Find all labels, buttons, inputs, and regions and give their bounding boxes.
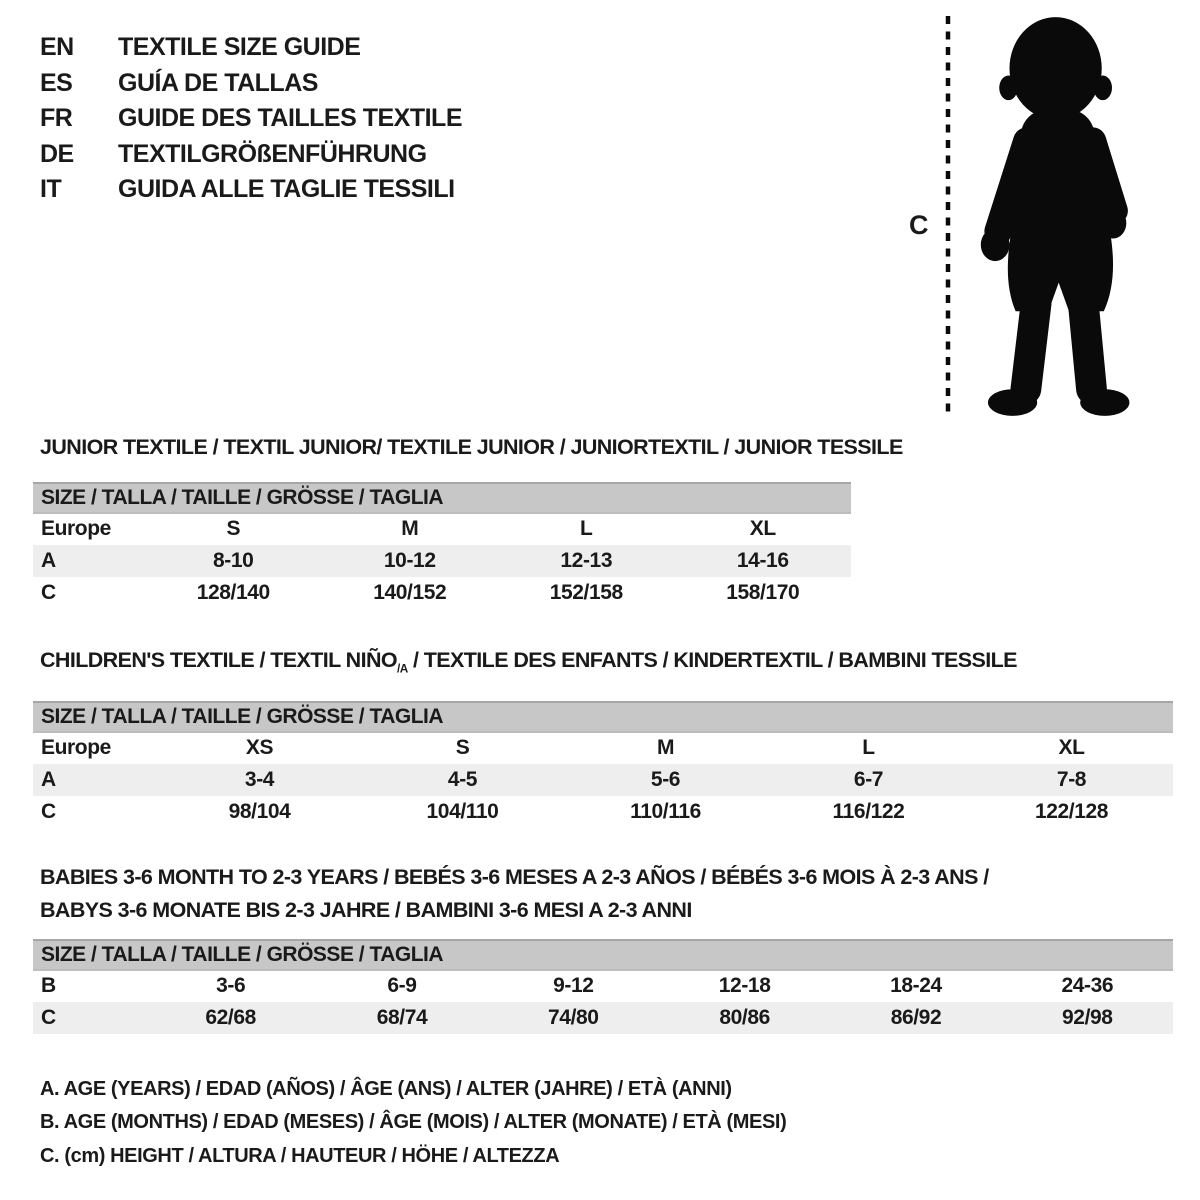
lang-title: TEXTILE SIZE GUIDE <box>118 33 361 61</box>
size-value-cell: L <box>580 517 593 540</box>
lang-code: IT <box>40 175 62 203</box>
size-value-cell: 5-6 <box>650 767 681 791</box>
size-value-cell: 68/74 <box>376 1005 428 1029</box>
size-value-cell: 4-5 <box>447 767 478 791</box>
lang-title: GUIDA ALLE TAGLIE TESSILI <box>118 175 455 203</box>
size-value-cell: L <box>862 736 875 760</box>
size-value-cell: 9-12 <box>553 974 594 998</box>
size-tables <box>0 434 1200 1034</box>
table-row-age <box>33 545 851 577</box>
section-title-children <box>33 647 1200 681</box>
size-value-cell: 14-16 <box>736 548 789 572</box>
children-size-table <box>33 701 1173 828</box>
size-value-cell: 104/110 <box>426 799 499 823</box>
size-value-cell: 62/68 <box>205 1005 256 1029</box>
size-value-cell: 74/80 <box>548 1005 599 1029</box>
table-row-age <box>33 764 1173 796</box>
section-children <box>33 647 1200 828</box>
table-row-height <box>33 577 851 609</box>
size-value-cell: 7-8 <box>1056 767 1087 791</box>
section-title-babies-line2: BABYS 3-6 MONATE BIS 2-3 JAHRE / BAMBINI 3-6 MESI A 2-3 ANNI <box>40 897 692 922</box>
section-title-babies-line1: BABIES 3-6 MONTH TO 2-3 YEARS / BEBÉS 3-6 MESES A 2-3 AÑOS / BÉBÉS 3-6 MOIS À 2-3 ANS / <box>40 864 989 889</box>
lang-title: TEXTILGRÖßENFÜHRUNG <box>118 139 427 168</box>
table-header-size: SIZE / TALLA / TAILLE / GRÖSSE / TAGLIA <box>33 940 1173 970</box>
size-value-cell: M <box>656 736 675 760</box>
title-subscript: /A <box>397 660 408 675</box>
size-value-cell: 24-36 <box>1061 974 1114 998</box>
legend-line-c: C. (cm) HEIGHT / ALTURA / HAUTEUR / HÖHE / ALTEZZA <box>40 1144 560 1167</box>
size-value-cell: 158/170 <box>726 580 800 604</box>
size-value-cell: S <box>226 517 241 540</box>
height-measure-line <box>945 16 951 416</box>
baby-silhouette-icon <box>961 12 1141 422</box>
size-value-cell: XL <box>1058 736 1085 760</box>
table-header-row <box>33 940 1173 970</box>
size-value-cell: 140/152 <box>373 580 447 604</box>
table-row-europe <box>33 513 851 545</box>
title-post: / TEXTILE DES ENFANTS / KINDERTEXTIL / BAMBINI TESSILE <box>407 647 1017 672</box>
lang-code: EN <box>40 33 74 61</box>
row-label-cell: Europe <box>41 517 111 540</box>
section-babies <box>33 864 1200 1034</box>
row-label-cell: A <box>41 767 56 791</box>
size-value-cell: M <box>401 517 419 540</box>
size-value-cell: 10-12 <box>383 548 436 572</box>
row-label-cell: Europe <box>41 736 111 760</box>
table-row-europe <box>33 732 1173 764</box>
legend <box>0 1034 1200 1174</box>
size-value-cell: 3-4 <box>244 767 275 791</box>
row-label-cell: B <box>41 974 56 998</box>
size-value-cell: 18-24 <box>890 974 942 998</box>
size-value-cell: 98/104 <box>228 799 291 823</box>
height-measure-label: C <box>909 210 929 240</box>
size-value-cell: 3-6 <box>216 974 246 998</box>
lang-code: ES <box>40 68 73 97</box>
row-label-cell: C <box>41 799 56 823</box>
size-value-cell: 128/140 <box>196 580 270 604</box>
size-value-cell: XS <box>245 736 274 760</box>
legend-line-a: A. AGE (YEARS) / EDAD (AÑOS) / ÂGE (ANS) / ALTER (JAHRE) / ETÀ (ANNI) <box>40 1077 732 1100</box>
size-value-cell: 6-9 <box>387 974 417 998</box>
table-header-row <box>33 483 851 513</box>
size-value-cell: 152/158 <box>549 580 623 604</box>
table-row-height <box>33 1002 1173 1034</box>
lang-code: DE <box>40 139 74 168</box>
height-figure <box>893 12 1173 424</box>
size-value-cell: S <box>455 736 470 760</box>
junior-size-table <box>33 482 851 609</box>
size-value-cell: 80/86 <box>719 1005 770 1029</box>
section-title-junior: JUNIOR TEXTILE / TEXTIL JUNIOR/ TEXTILE JUNIOR / JUNIORTEXTIL / JUNIOR TESSILE <box>40 434 903 459</box>
lang-title: GUIDE DES TAILLES TEXTILE <box>118 104 463 132</box>
size-value-cell: XL <box>749 517 776 540</box>
size-value-cell: 8-10 <box>213 548 254 572</box>
title-pre: CHILDREN'S TEXTILE / TEXTIL NIÑO <box>40 647 398 672</box>
row-label-cell: C <box>41 580 56 604</box>
table-header-row <box>33 702 1173 732</box>
section-junior <box>33 434 1200 609</box>
babies-size-table <box>33 939 1173 1034</box>
size-value-cell: 92/98 <box>1062 1005 1113 1029</box>
size-value-cell: 86/92 <box>890 1005 942 1029</box>
size-value-cell: 122/128 <box>1034 799 1109 823</box>
table-header-size: SIZE / TALLA / TAILLE / GRÖSSE / TAGLIA <box>33 702 1173 732</box>
row-label-cell: A <box>41 548 56 572</box>
size-value-cell: 110/116 <box>630 799 701 823</box>
size-value-cell: 12-13 <box>560 548 613 572</box>
size-value-cell: 12-18 <box>718 974 771 998</box>
table-row-months <box>33 970 1173 1002</box>
size-value-cell: 6-7 <box>853 767 884 791</box>
size-value-cell: 116/122 <box>832 799 905 823</box>
lang-title: GUÍA DE TALLAS <box>118 68 318 97</box>
table-header-size: SIZE / TALLA / TAILLE / GRÖSSE / TAGLIA <box>33 483 851 513</box>
lang-code: FR <box>40 104 73 132</box>
row-label-cell: C <box>41 1005 56 1029</box>
legend-line-b: B. AGE (MONTHS) / EDAD (MESES) / ÂGE (MOIS) / ALTER (MONATE) / ETÀ (MESI) <box>40 1111 787 1134</box>
table-row-height <box>33 796 1173 828</box>
